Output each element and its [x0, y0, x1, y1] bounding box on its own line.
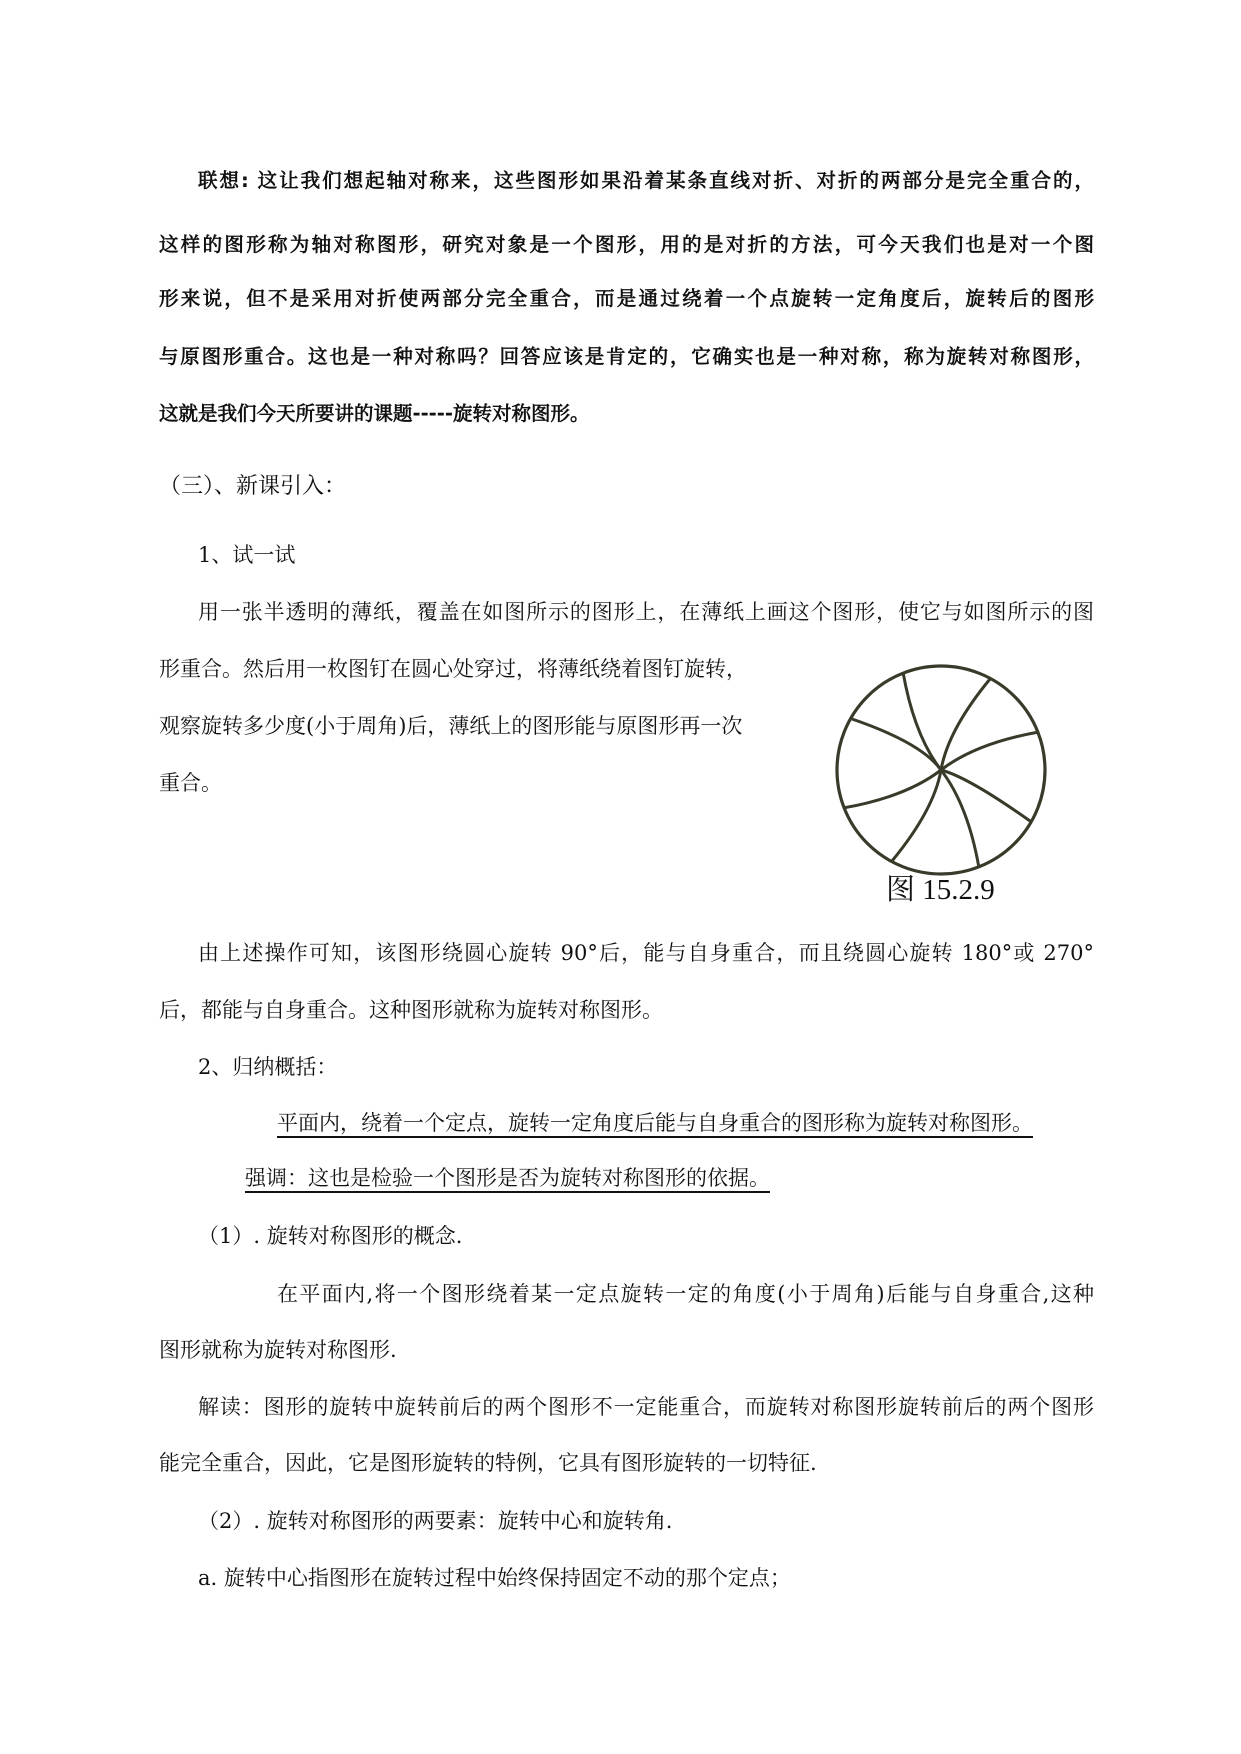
arc-5 [852, 719, 941, 770]
definition-text: 平面内，绕着一个定点，旋转一定角度后能与自身重合的图形称为旋转对称图形。 [277, 1111, 1033, 1135]
paragraph-line: 观察旋转多少度(小于周角)后，薄纸上的图形能与原图形再一次 [159, 714, 743, 738]
arc-7 [941, 770, 1030, 821]
paragraph-line: 形来说，但不是采用对折使两部分完全重合，而是通过绕着一个点旋转一定角度后，旋转后的图形 [159, 287, 1094, 310]
subsection-title: （2）. 旋转对称图形的两要素：旋转中心和旋转角. [198, 1509, 673, 1533]
paragraph-line: 这样的图形称为轴对称图形，研究对象是一个图形，用的是对折的方法，可今天我们也是对一个图 [159, 233, 1094, 256]
paragraph-line: 解读：图形的旋转中旋转前后的两个图形不一定能重合，而旋转对称图形旋转前后的两个图形 [198, 1395, 1094, 1419]
paragraph-line: 形重合。然后用一枚图钉在圆心处穿过，将薄纸绕着图钉旋转， [159, 657, 747, 681]
paragraph-line: 重合。 [159, 771, 222, 795]
paragraph-line: 用一张半透明的薄纸，覆盖在如图所示的图形上，在薄纸上画这个图形，使它与如图所示的图 [198, 600, 1094, 624]
subsection-title: 2、归纳概括： [198, 1055, 338, 1079]
paragraph-line: 由上述操作可知，该图形绕圆心旋转 90°后，能与自身重合，而且绕圆心旋转 180°或 270° [198, 941, 1094, 965]
paragraph-line: 能完全重合，因此，它是图形旋转的特例，它具有图形旋转的一切特征. [159, 1451, 817, 1475]
arc-1 [903, 672, 941, 770]
rotational-symmetry-figure [826, 655, 1056, 885]
arc-4 [843, 770, 941, 808]
paragraph-line: 与原图形重合。这也是一种对称吗？回答应该是肯定的，它确实也是一种对称，称为旋转对称图形， [159, 345, 1094, 368]
arc-2 [941, 732, 1039, 770]
paragraph-line: 联想: 这让我们想起轴对称来，这些图形如果沿着某条直线对折、对折的两部分是完全重合的， [198, 169, 1094, 192]
section-heading: （三）、新课引入： [159, 474, 347, 499]
paragraph-line: 这就是我们今天所要讲的课题-----旋转对称图形。 [159, 402, 590, 425]
subsection-title: （1）. 旋转对称图形的概念. [198, 1224, 463, 1248]
paragraph-line: 图形就称为旋转对称图形. [159, 1338, 397, 1362]
paragraph-line: a. 旋转中心指图形在旋转过程中始终保持固定不动的那个定点； [198, 1566, 791, 1590]
paragraph-line: 在平面内,将一个图形绕着某一定点旋转一定的角度(小于周角)后能与自身重合,这种 [277, 1282, 1094, 1306]
figure-caption: 图 15.2.9 [886, 874, 995, 906]
subsection-title: 1、试一试 [198, 543, 296, 567]
emphasis-text: 强调：这也是检验一个图形是否为旋转对称图形的依据。 [245, 1166, 770, 1190]
spiral-arcs [843, 672, 1039, 868]
paragraph-line: 后，都能与自身重合。这种图形就称为旋转对称图形。 [159, 998, 663, 1022]
